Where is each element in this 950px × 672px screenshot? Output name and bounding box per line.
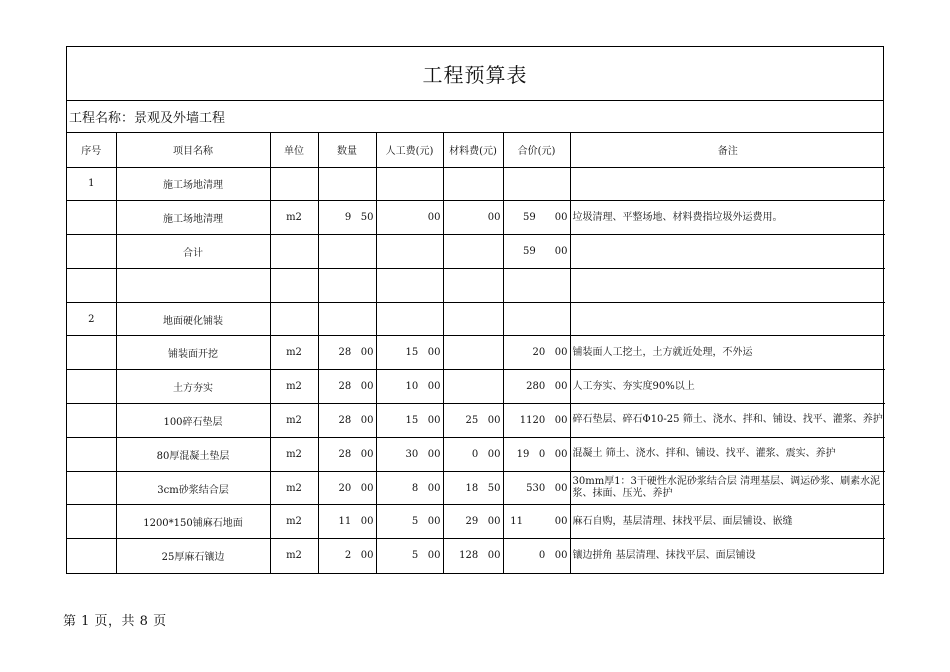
header-labor-cost: 人工费(元) — [376, 133, 443, 167]
table-row — [67, 370, 885, 404]
cell-remarks — [570, 268, 885, 302]
cell-material-cost: 18 50 — [443, 471, 503, 505]
cell-remarks: 麻石自购，基层清理、抹找平层、面层铺设、嵌缝 — [570, 505, 885, 539]
cell-quantity: 2 00 — [318, 539, 376, 573]
cell-quantity: 28 00 — [318, 437, 376, 471]
cell-unit: m2 — [270, 201, 318, 235]
cell-seq — [67, 505, 116, 539]
budget-sheet — [66, 46, 884, 574]
cell-item-name — [116, 268, 270, 302]
cell-seq — [67, 370, 116, 404]
cell-item-name: 80厚混凝土垫层 — [116, 437, 270, 471]
cell-total: 11 00 — [503, 505, 570, 539]
table-row — [67, 539, 885, 573]
cell-material-cost: 128 00 — [443, 539, 503, 573]
header-item-name: 项目名称 — [116, 133, 270, 167]
header-material-cost: 材料费(元) — [443, 133, 503, 167]
cell-remarks — [570, 235, 885, 269]
cell-quantity — [318, 235, 376, 269]
cell-quantity — [318, 167, 376, 201]
cell-item-name: 100碎石垫层 — [116, 404, 270, 438]
cell-material-cost — [443, 336, 503, 370]
cell-remarks: 人工夯实、夯实度90%以上 — [570, 370, 885, 404]
cell-total — [503, 167, 570, 201]
cell-item-name: 铺装面开挖 — [116, 336, 270, 370]
budget-table — [67, 133, 885, 573]
header-total: 合价(元) — [503, 133, 570, 167]
cell-remarks: 镶边拼角 基层清理、抹找平层、面层铺设 — [572, 549, 756, 561]
header-row — [67, 133, 885, 167]
cell-unit: m2 — [270, 505, 318, 539]
cell-total: 530 00 — [503, 471, 570, 505]
cell-labor-cost — [376, 167, 443, 201]
cell-material-cost — [443, 235, 503, 269]
cell-seq: 2 — [67, 302, 116, 336]
table-row — [67, 471, 885, 505]
cell-unit — [270, 235, 318, 269]
cell-labor-cost: 00 — [376, 201, 443, 235]
cell-labor-cost: 15 00 — [376, 404, 443, 438]
cell-material-cost — [443, 302, 503, 336]
cell-quantity: 28 00 — [318, 336, 376, 370]
table-row — [67, 336, 885, 370]
cell-quantity: 11 00 — [318, 505, 376, 539]
sheet-title: 工程预算表 — [67, 47, 883, 101]
cell-total: 19 0 00 — [503, 437, 570, 471]
cell-labor-cost: 30 00 — [376, 437, 443, 471]
cell-total: 1120 00 — [503, 404, 570, 438]
cell-item-name: 地面硬化铺装 — [116, 302, 270, 336]
cell-total: 59 00 — [503, 201, 570, 235]
cell-seq — [67, 404, 116, 438]
cell-item-name: 25厚麻石镶边 — [116, 539, 270, 573]
cell-material-cost: 29 00 — [443, 505, 503, 539]
table-row — [67, 268, 885, 302]
cell-seq — [67, 437, 116, 471]
cell-total — [503, 302, 570, 336]
cell-remarks — [570, 167, 885, 201]
cell-seq — [67, 235, 116, 269]
cell-quantity: 28 00 — [318, 404, 376, 438]
header-quantity: 数量 — [318, 133, 376, 167]
cell-unit — [270, 302, 318, 336]
cell-labor-cost: 15 00 — [376, 336, 443, 370]
cell-labor-cost: 5 00 — [376, 539, 443, 573]
cell-total — [503, 268, 570, 302]
cell-total: 59 00 — [503, 235, 570, 269]
cell-item-name: 施工场地清理 — [116, 201, 270, 235]
cell-quantity: 20 00 — [318, 471, 376, 505]
cell-labor-cost — [376, 235, 443, 269]
cell-total: 20 00 — [503, 336, 570, 370]
table-row — [67, 235, 885, 269]
cell-material-cost: 0 00 — [443, 437, 503, 471]
cell-unit: m2 — [270, 437, 318, 471]
cell-item-name: 施工场地清理 — [116, 167, 270, 201]
cell-labor-cost: 10 00 — [376, 370, 443, 404]
cell-remarks: 混凝土 筛土、浇水、拌和、铺设、找平、灌浆、震实、养护 — [570, 437, 885, 471]
cell-material-cost — [443, 370, 503, 404]
cell-labor-cost — [376, 302, 443, 336]
cell-remarks: 垃圾清理、平整场地、材料费指垃圾外运费用。 — [570, 201, 885, 235]
header-unit: 单位 — [270, 133, 318, 167]
cell-material-cost: 00 — [443, 201, 503, 235]
project-name: 工程名称：景观及外墙工程 — [67, 101, 883, 133]
cell-unit: m2 — [270, 370, 318, 404]
table-row — [67, 302, 885, 336]
cell-quantity — [318, 302, 376, 336]
page-footer: 第 1 页，共 8 页 — [63, 614, 167, 629]
cell-quantity: 28 00 — [318, 370, 376, 404]
cell-labor-cost: 8 00 — [376, 471, 443, 505]
cell-labor-cost — [376, 268, 443, 302]
cell-seq — [67, 336, 116, 370]
cell-item-name: 3cm砂浆结合层 — [116, 471, 270, 505]
cell-remarks — [570, 302, 885, 336]
cell-unit: m2 — [270, 539, 318, 573]
cell-quantity — [318, 268, 376, 302]
header-seq: 序号 — [67, 133, 116, 167]
table-row — [67, 201, 885, 235]
cell-unit: m2 — [270, 404, 318, 438]
table-row — [67, 437, 885, 471]
cell-item-name: 土方夯实 — [116, 370, 270, 404]
cell-unit — [270, 268, 318, 302]
cell-seq — [67, 471, 116, 505]
cell-quantity: 9 50 — [318, 201, 376, 235]
cell-material-cost — [443, 268, 503, 302]
cell-labor-cost: 5 00 — [376, 505, 443, 539]
cell-seq — [67, 268, 116, 302]
cell-total: 280 00 — [503, 370, 570, 404]
cell-material-cost: 25 00 — [443, 404, 503, 438]
cell-seq: 1 — [67, 167, 116, 201]
cell-unit: m2 — [270, 471, 318, 505]
cell-seq — [67, 201, 116, 235]
cell-remarks: 30mm厚1：3干硬性水泥砂浆结合层 清理基层、调运砂浆、刷素水泥浆、抹面、压光、养护 — [570, 471, 885, 505]
cell-material-cost — [443, 167, 503, 201]
cell-unit: m2 — [270, 336, 318, 370]
header-remarks: 备注 — [570, 133, 885, 167]
table-row — [67, 167, 885, 201]
cell-remarks: 碎石垫层、碎石Φ10-25 筛土、浇水、拌和、铺设、找平、灌浆、养护 — [570, 404, 885, 438]
cell-item-name: 合计 — [116, 235, 270, 269]
cell-total: 0 00 — [503, 539, 570, 573]
table-row — [67, 505, 885, 539]
cell-unit — [270, 167, 318, 201]
cell-item-name: 1200*150铺麻石地面 — [116, 505, 270, 539]
cell-remarks: 铺装面人工挖土，土方就近处理，不外运 — [570, 336, 885, 370]
cell-seq — [67, 539, 116, 573]
table-row — [67, 404, 885, 438]
